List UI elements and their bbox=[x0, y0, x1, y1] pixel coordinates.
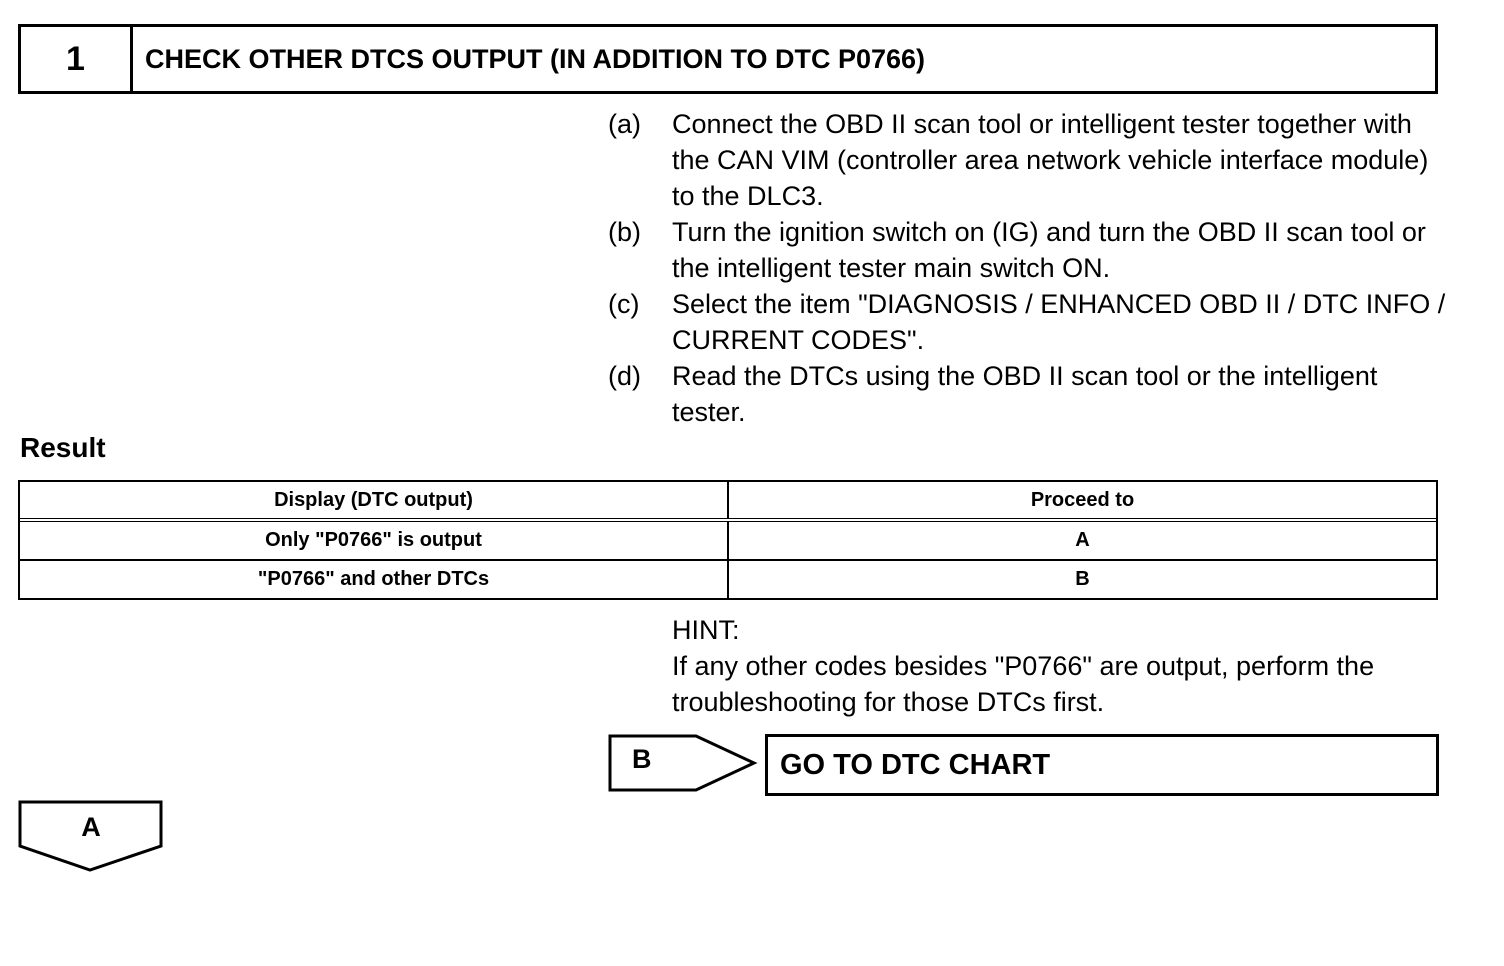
branch-b-arrow bbox=[608, 734, 758, 792]
result-label: Result bbox=[20, 432, 106, 463]
table-row bbox=[20, 522, 1436, 559]
table-cell-proceed: B bbox=[1075, 568, 1090, 590]
step-title: CHECK OTHER DTCS OUTPUT (IN ADDITION TO DTC P0766) bbox=[145, 43, 926, 74]
instruction-text: Turn the ignition switch on (IG) and turn the OBD II scan tool or the intelligent tester main switch ON. bbox=[672, 217, 1426, 283]
table-cell-display: Only "P0766" is output bbox=[20, 522, 729, 559]
hint-text: If any other codes besides "P0766" are output, perform the troubleshooting for those DTCs first. bbox=[672, 651, 1375, 717]
goto-dtc-chart-box: GO TO DTC CHART bbox=[765, 734, 1439, 796]
table-cell-proceed: A bbox=[1075, 529, 1090, 551]
right-arrow-icon bbox=[608, 734, 758, 792]
step-header bbox=[18, 24, 1438, 94]
hint-block bbox=[672, 612, 1452, 720]
hint-label: HINT: bbox=[672, 615, 740, 645]
instruction-item bbox=[608, 286, 1448, 358]
instruction-item bbox=[608, 358, 1448, 430]
instruction-text: Connect the OBD II scan tool or intelligent tester together with the CAN VIM (controller area network vehicle interface module) to the DLC3. bbox=[672, 109, 1429, 211]
instruction-item bbox=[608, 106, 1448, 214]
table-header-row bbox=[20, 482, 1436, 522]
table-cell-display: "P0766" and other DTCs bbox=[20, 561, 729, 598]
step-number: 1 bbox=[21, 27, 133, 91]
instruction-marker: (b) bbox=[608, 217, 641, 247]
instruction-item bbox=[608, 214, 1448, 286]
branch-a-letter: A bbox=[81, 812, 101, 842]
result-table bbox=[18, 480, 1438, 600]
table-row bbox=[20, 559, 1436, 598]
branch-b-letter: B bbox=[632, 744, 652, 774]
header-display: Display (DTC output) bbox=[20, 482, 729, 518]
instruction-text: Read the DTCs using the OBD II scan tool or the intelligent tester. bbox=[672, 361, 1378, 427]
instruction-marker: (a) bbox=[608, 109, 641, 139]
instruction-marker: (d) bbox=[608, 361, 641, 391]
header-proceed: Proceed to bbox=[1030, 488, 1135, 511]
instruction-marker: (c) bbox=[608, 289, 640, 319]
instruction-text: Select the item "DIAGNOSIS / ENHANCED OBD II / DTC INFO / CURRENT CODES". bbox=[672, 289, 1446, 355]
instruction-list bbox=[608, 106, 1448, 430]
branch-a-arrow bbox=[18, 800, 164, 872]
